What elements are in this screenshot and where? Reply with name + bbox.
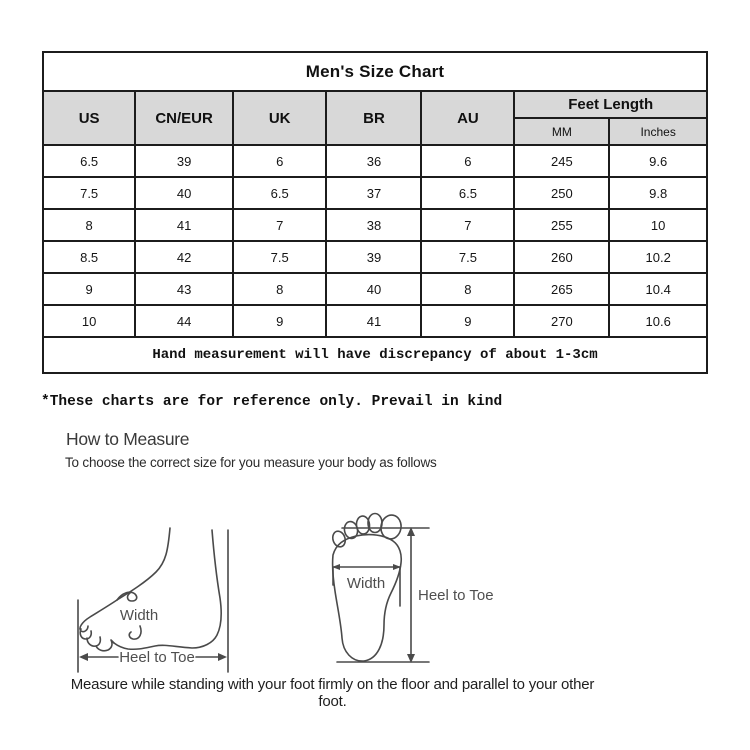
size-cell: 9.6: [609, 145, 707, 177]
measure-caption: Measure while standing with your foot firmly on the floor and parallel to your other foot.: [70, 676, 595, 710]
table-row: [43, 177, 707, 209]
foot-sole-view-diagram: [325, 503, 497, 675]
size-cell: 6: [421, 145, 514, 177]
size-cell: 10: [43, 305, 135, 337]
size-cell: 9: [421, 305, 514, 337]
table-row: [43, 273, 707, 305]
table-footnote: Hand measurement will have discrepancy of about 1-3cm: [43, 337, 707, 373]
width-pointer-hook: [129, 626, 141, 639]
size-cell: 6.5: [421, 177, 514, 209]
size-cell: 6.5: [233, 177, 327, 209]
foot-shin-line: [117, 528, 170, 600]
size-cell: 40: [135, 177, 233, 209]
size-cell: 36: [326, 145, 421, 177]
size-cell: 8: [421, 273, 514, 305]
size-cell: 39: [326, 241, 421, 273]
size-cell: 265: [514, 273, 609, 305]
table-footnote-row: [43, 337, 707, 373]
size-cell: 39: [135, 145, 233, 177]
table-row: [43, 241, 707, 273]
table-header-row: [43, 91, 707, 118]
size-cell: 245: [514, 145, 609, 177]
size-cell: 6.5: [43, 145, 135, 177]
size-rows: [43, 145, 707, 337]
col-header-br: BR: [326, 91, 421, 145]
foot-toes: [80, 600, 117, 632]
size-cell: 260: [514, 241, 609, 273]
table-row: [43, 305, 707, 337]
how-to-measure-subheading: To choose the correct size for you measure your body as follows: [65, 455, 437, 470]
size-cell: 9: [233, 305, 327, 337]
col-header-cneur: CN/EUR: [135, 91, 233, 145]
col-header-us: US: [43, 91, 135, 145]
size-cell: 7.5: [43, 177, 135, 209]
size-cell: 8: [233, 273, 327, 305]
size-cell: 44: [135, 305, 233, 337]
size-cell: 37: [326, 177, 421, 209]
table-row: [43, 209, 707, 241]
sole-width-label: Width: [346, 575, 386, 592]
col-header-inches: Inches: [609, 118, 707, 145]
size-cell: 7: [421, 209, 514, 241]
table-row: [43, 145, 707, 177]
size-cell: 6: [233, 145, 327, 177]
size-cell: 7.5: [421, 241, 514, 273]
sole-outline: [333, 535, 402, 661]
size-cell: 9.8: [609, 177, 707, 209]
arrowhead-left-icon: [79, 653, 88, 661]
size-cell: 250: [514, 177, 609, 209]
arrowhead-right-icon: [218, 653, 227, 661]
table-title-row: [43, 52, 707, 91]
size-cell: 270: [514, 305, 609, 337]
how-to-measure-heading: How to Measure: [66, 429, 190, 449]
col-header-au: AU: [421, 91, 514, 145]
size-cell: 10.2: [609, 241, 707, 273]
col-header-feet-length: Feet Length: [514, 91, 707, 118]
size-cell: 8.5: [43, 241, 135, 273]
size-cell: 41: [326, 305, 421, 337]
size-cell: 8: [43, 209, 135, 241]
size-cell: 255: [514, 209, 609, 241]
sole-toe-2: [368, 514, 382, 533]
size-cell: 10.6: [609, 305, 707, 337]
size-cell: 40: [326, 273, 421, 305]
sole-heel-to-toe-label: Heel to Toe: [418, 587, 494, 604]
size-cell: 42: [135, 241, 233, 273]
size-cell: 41: [135, 209, 233, 241]
size-cell: 7: [233, 209, 327, 241]
size-cell: 9: [43, 273, 135, 305]
size-cell: 10: [609, 209, 707, 241]
size-cell: 43: [135, 273, 233, 305]
mens-size-chart-table: [42, 51, 708, 374]
side-heel-to-toe-label: Heel to Toe: [119, 649, 195, 666]
side-width-label: Width: [119, 607, 159, 624]
reference-note: *These charts are for reference only. Prevail in kind: [41, 394, 503, 410]
col-header-uk: UK: [233, 91, 327, 145]
size-cell: 38: [326, 209, 421, 241]
size-cell: 7.5: [233, 241, 327, 273]
table-title: Men's Size Chart: [43, 52, 707, 91]
size-cell: 10.4: [609, 273, 707, 305]
foot-side-view-diagram: [70, 500, 238, 678]
col-header-mm: MM: [514, 118, 609, 145]
